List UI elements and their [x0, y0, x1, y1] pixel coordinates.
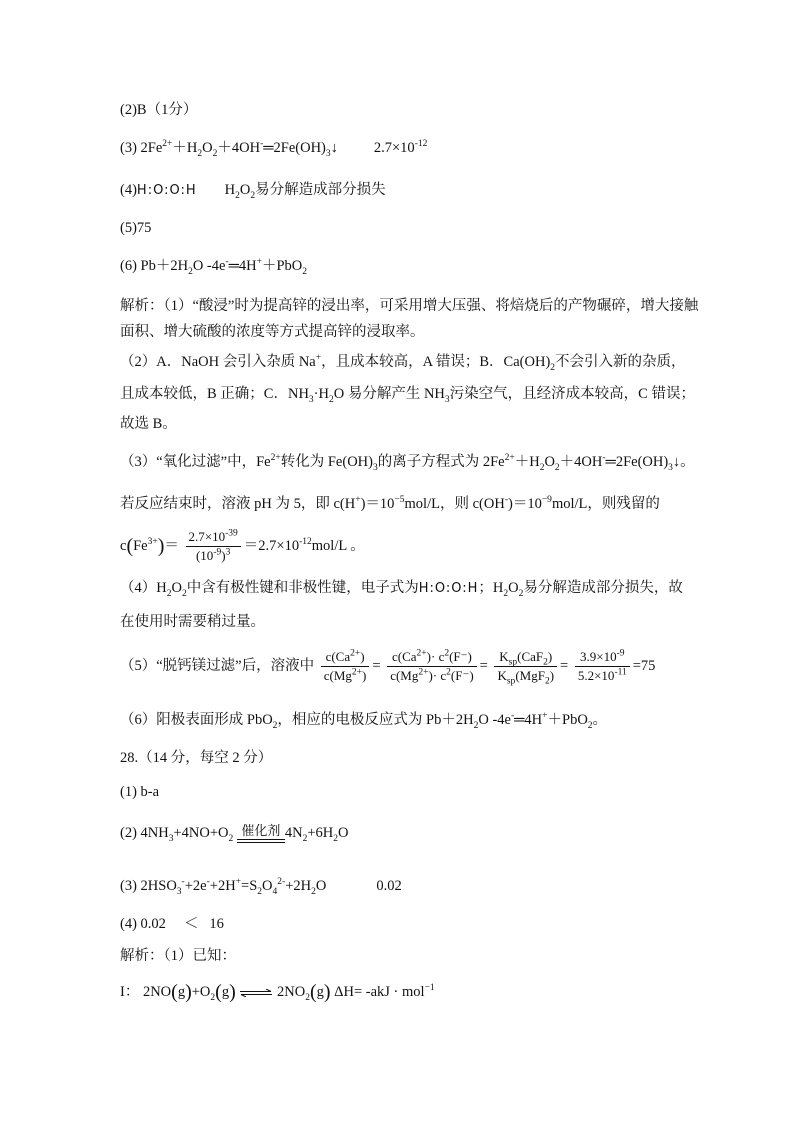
text: O -4e	[478, 712, 511, 728]
text: -	[260, 139, 264, 150]
text: (F⁻)	[450, 668, 474, 684]
text: )＝10	[360, 496, 395, 512]
text: 3.9×10	[580, 649, 617, 665]
text: 2+	[270, 453, 281, 464]
text: mol/L，则残留的	[551, 496, 660, 512]
catalyst-arrow	[237, 824, 285, 843]
text: ΔH= -akJ · mol	[334, 984, 425, 1000]
text: ＋4OH	[217, 140, 261, 156]
text: 若反应结束时，溶液 pH 为 5，即 c(H	[120, 496, 356, 512]
text: （2）A．NaOH 会引入杂质 Na	[120, 354, 316, 370]
answer-2	[120, 100, 197, 120]
electron-formula: H:O:O:H	[136, 183, 197, 198]
text: K	[499, 649, 509, 665]
text: O	[508, 580, 519, 596]
text: 污染空气，且经济成本较高，C 错误；	[449, 386, 695, 402]
text: 3	[325, 148, 331, 159]
text: 4	[272, 886, 278, 897]
text: ·H	[313, 386, 329, 402]
text: 28.（14 分，每空 2 分）	[120, 750, 273, 766]
text: -	[602, 453, 606, 464]
text: 2	[446, 667, 451, 678]
text: (2) 4NH	[120, 825, 169, 841]
analysis-1-line1	[120, 296, 698, 316]
text: ＋PbO	[547, 712, 588, 728]
text: +2H	[209, 878, 236, 894]
text: g	[221, 984, 230, 1000]
text: ＝	[164, 538, 179, 554]
text: 2+	[418, 667, 429, 678]
text: 2+	[416, 648, 427, 659]
text: 。	[592, 712, 608, 728]
text: 2	[587, 720, 593, 731]
text: 面积、增大硫酸的浓度等方式提高锌的浸取率。	[120, 324, 425, 340]
text: +	[235, 877, 242, 888]
electron-formula: H:O:O:H	[418, 581, 479, 596]
text: 3+	[147, 537, 158, 548]
text: 2	[333, 833, 339, 844]
text: 2+	[504, 453, 515, 464]
text: +	[315, 353, 322, 364]
text: ＋4OH	[559, 454, 603, 470]
text: +6H	[307, 825, 334, 841]
text: +	[355, 495, 361, 506]
text: 3	[444, 394, 450, 405]
text: 2	[550, 362, 556, 373]
text: Fe	[133, 538, 148, 554]
text: O	[544, 454, 555, 470]
text: 2	[305, 992, 310, 1003]
text: ↓。	[672, 454, 695, 470]
text: -	[181, 877, 185, 888]
text: +2H	[285, 878, 312, 894]
text: -	[510, 711, 515, 722]
text: H	[224, 182, 236, 198]
text: 2+	[351, 667, 363, 678]
text: 2	[503, 588, 509, 599]
text: =	[560, 658, 569, 674]
text: c(Ca	[392, 649, 417, 665]
answer-28-2	[120, 818, 349, 848]
text: (MgF	[515, 668, 545, 684]
text: +	[542, 711, 548, 722]
text: −5	[394, 495, 405, 506]
analysis-6	[120, 710, 607, 730]
text: -39	[225, 528, 238, 539]
text: I： 2NO	[120, 984, 172, 1000]
text: 2	[444, 648, 450, 659]
text: (CaF	[517, 649, 544, 665]
text: （5）“脱钙镁过滤”后，溶液中	[120, 658, 315, 674]
analysis-5	[120, 646, 655, 686]
text: )	[360, 649, 365, 665]
text: 2	[212, 148, 218, 159]
text: c	[120, 538, 127, 554]
text: 2	[539, 462, 545, 473]
text: 2+	[350, 648, 361, 659]
analysis-3-line2	[120, 494, 660, 514]
text: 3	[668, 462, 673, 473]
text: O	[315, 878, 327, 894]
text: 2NO	[277, 984, 306, 1000]
text: 转化为 Fe(OH)	[280, 454, 373, 470]
text: 2	[311, 886, 316, 897]
text: 3	[225, 547, 231, 558]
text: 2.7×10	[188, 529, 226, 545]
fraction	[387, 649, 476, 684]
answer-5	[120, 218, 151, 238]
text: 3	[372, 462, 378, 473]
text: 2	[302, 833, 308, 844]
text: （4）H	[120, 580, 167, 596]
text: 2	[250, 190, 256, 201]
question-28-heading	[120, 748, 272, 768]
text: (3) 2HSO	[120, 878, 177, 894]
text: 催化剂	[241, 823, 281, 839]
analysis-2-line1	[120, 352, 686, 372]
text: ＝2.7×10	[243, 538, 300, 554]
text: =75	[632, 658, 656, 674]
analysis-4-line1	[120, 578, 683, 599]
text: 易分解造成部分损失，故	[523, 580, 683, 596]
text: 2	[518, 588, 524, 599]
text: O -4e	[192, 258, 226, 274]
text: 2	[554, 462, 560, 473]
text: (4)	[120, 182, 137, 198]
text: 2	[166, 588, 172, 599]
text: 2	[302, 266, 308, 277]
text: sp	[508, 657, 518, 668]
answer-28-1	[120, 782, 159, 802]
text: 易分解造成部分损失	[255, 182, 386, 198]
text: 2	[228, 833, 234, 844]
text: O	[338, 825, 349, 841]
text: g	[177, 984, 186, 1000]
text: 故选 B。	[120, 416, 177, 432]
text: ＋H	[514, 454, 540, 470]
text: O	[202, 140, 213, 156]
text: K	[497, 668, 507, 684]
text: +	[256, 257, 262, 268]
analysis-3-line1	[120, 452, 695, 472]
text: )＝10	[507, 496, 542, 512]
analysis-28-1	[120, 946, 236, 966]
text: -11	[614, 667, 627, 678]
text: sp	[506, 676, 516, 687]
text: ↓	[330, 140, 338, 156]
text: 在使用时需要稍过量。	[120, 614, 265, 630]
text: ；H	[478, 580, 504, 596]
text: 解析：（1）已知：	[120, 948, 236, 964]
fraction	[494, 649, 557, 687]
text: -	[504, 495, 508, 506]
text: 不会引入新的杂质，	[555, 354, 686, 370]
text: 2+	[162, 139, 173, 150]
text: mol/L 。	[311, 538, 365, 554]
text: 2	[272, 720, 278, 731]
text: −9	[541, 495, 552, 506]
text: （6）阳极表面形成 PbO	[120, 712, 273, 728]
analysis-1-line2	[120, 322, 425, 342]
text: (4) 0.02 ＜ 16	[120, 916, 224, 932]
text: )	[362, 668, 367, 684]
text: ，相应的电极反应式为 Pb＋2H	[277, 712, 474, 728]
text: 4N	[284, 825, 303, 841]
text: O	[239, 182, 251, 198]
answer-4	[120, 180, 386, 201]
text: +4NO+O	[173, 825, 229, 841]
text: -	[206, 877, 210, 888]
text: 2	[235, 190, 240, 201]
text: +2e	[184, 878, 207, 894]
fraction	[321, 649, 370, 684]
text: -12	[299, 537, 312, 548]
text: （3）“氧化过滤”中，Fe	[120, 454, 271, 470]
text: 解析：（1）“酸浸”时为提高锌的浸出率，可采用增大压强、将焙烧后的产物碾碎，增大接触	[120, 298, 699, 314]
text: )	[221, 548, 226, 564]
text: 2	[181, 588, 187, 599]
analysis-2-line3	[120, 414, 177, 434]
text: (F⁻)	[449, 649, 472, 665]
fraction	[186, 529, 241, 564]
text: 的离子方程式为 2Fe	[377, 454, 505, 470]
text: 2	[543, 657, 548, 668]
text: O 易分解产生 NH	[333, 386, 445, 402]
text: =	[372, 658, 381, 674]
text: =S	[241, 878, 258, 894]
text: )	[549, 668, 555, 684]
text: -	[225, 257, 229, 268]
text: 0.02	[376, 878, 402, 894]
text: ═4H	[228, 258, 257, 274]
text: ＋PbO	[261, 258, 303, 274]
text: -9	[213, 547, 222, 558]
text: 中含有极性键和非极性键，电子式为	[186, 580, 419, 596]
answer-28-3	[120, 876, 402, 896]
analysis-2-line2	[120, 384, 695, 404]
text: (3) 2Fe	[120, 140, 163, 156]
text: 2	[197, 148, 203, 159]
text: −1	[424, 983, 435, 994]
text: 2	[257, 886, 263, 897]
text: ═4H	[514, 712, 543, 728]
text: mol/L，则 c(OH	[404, 496, 505, 512]
text: ，且成本较高，A 错误；B．Ca(OH)	[321, 354, 551, 370]
text: 3	[176, 886, 182, 897]
text: c(Mg	[323, 668, 352, 684]
text: ═2Fe(OH)	[605, 454, 669, 470]
text: )· c	[428, 668, 447, 684]
text: (10	[195, 548, 214, 564]
text: +O	[191, 984, 211, 1000]
text: ＋H	[172, 140, 198, 156]
equilibrium-arrow-icon	[239, 989, 273, 997]
text: c(Mg	[390, 668, 419, 684]
text: (6) Pb＋2H	[120, 258, 189, 274]
equation-I: I： $2NO(g)+O_2(g)$ $2NO_2(g)$ ΔH= -akJ · mol$^{-1}$	[120, 981, 435, 1003]
fraction	[575, 649, 630, 684]
text: 2.7×10	[373, 140, 415, 156]
analysis-4-line2	[120, 612, 265, 632]
text: (5)75	[120, 220, 152, 236]
text: g	[316, 984, 324, 1000]
text: (1) b-a	[120, 784, 160, 800]
answer-3	[120, 138, 427, 158]
text: ═2Fe(OH)	[263, 140, 326, 156]
analysis-3-line3: $c(Fe^{3+})=$ $\frac{2.7\times 10^{-39}}{(10^{-9})^3}$ $=2.7\times 10^{-12}mol/L$ 。	[120, 528, 365, 564]
text: =	[479, 658, 488, 674]
text: O	[171, 580, 182, 596]
answer-28-4	[120, 914, 224, 934]
text: )· c	[426, 649, 445, 665]
text: 且成本较低，B 正确；C．NH	[120, 386, 309, 402]
text: 3	[308, 394, 314, 405]
text: -12	[414, 139, 428, 150]
text: 2	[210, 992, 216, 1003]
text: O	[262, 878, 273, 894]
text: c(Ca	[325, 649, 351, 665]
answer-6	[120, 256, 307, 276]
text: 3	[168, 833, 174, 844]
text: 2-	[277, 877, 286, 888]
text: 2	[544, 676, 550, 687]
text: 2	[328, 394, 334, 405]
text: (2)B（1分）	[120, 102, 198, 118]
text: 2	[473, 720, 479, 731]
text: 5.2×10	[577, 668, 615, 684]
text: -9	[616, 648, 625, 659]
text: )	[547, 649, 553, 665]
text: 2	[188, 266, 193, 277]
